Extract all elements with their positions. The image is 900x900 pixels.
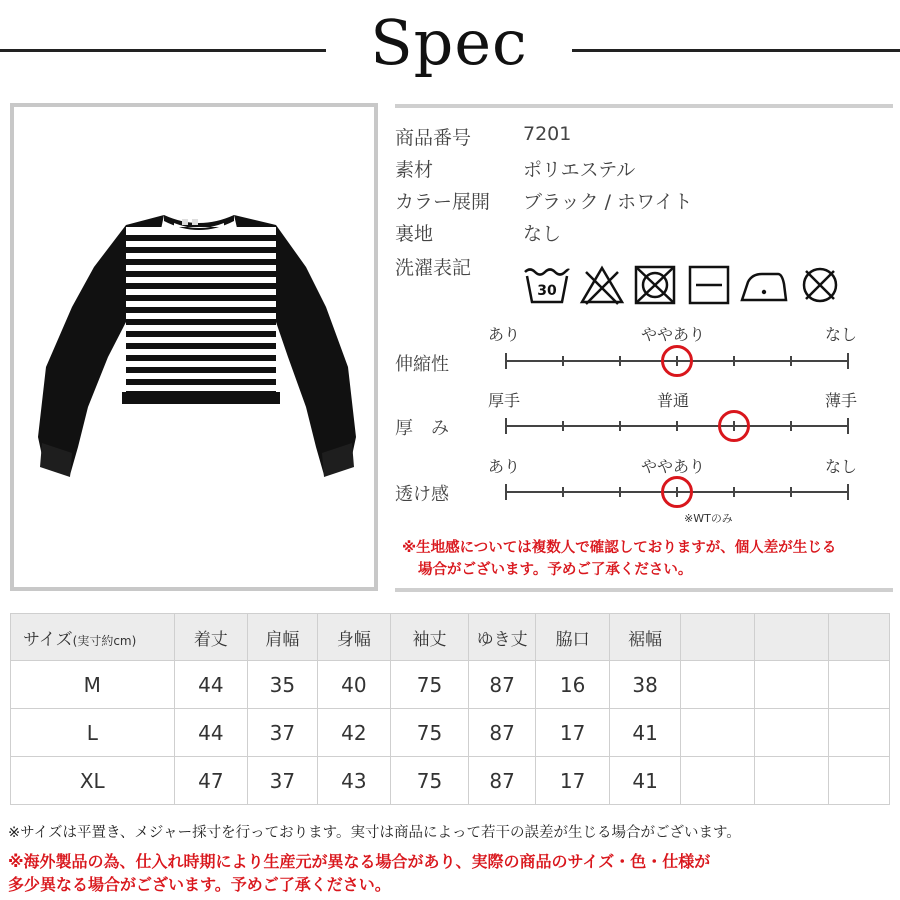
spec-label: カラー展開	[395, 191, 491, 213]
spec-value: 7201	[523, 123, 572, 145]
column-header: 裾幅	[609, 614, 681, 661]
value-cell	[681, 709, 755, 757]
scale-3-left-label: あり	[488, 457, 521, 476]
value-cell	[828, 661, 889, 709]
scale-2-title: 厚 み	[395, 418, 449, 439]
spec-label: 裏地	[395, 223, 434, 245]
scale-transparency	[505, 482, 849, 502]
value-cell: 35	[248, 661, 318, 709]
size-header-main: サイズ	[23, 629, 73, 650]
scale-tick	[790, 421, 792, 431]
scale-tick	[847, 418, 849, 434]
size-header-cell	[11, 614, 175, 661]
value-cell: 41	[609, 709, 681, 757]
size-table-header-row	[11, 614, 890, 661]
shirt-stripe	[124, 307, 280, 313]
column-header: 身幅	[317, 614, 391, 661]
column-header	[681, 614, 755, 661]
scale-tick	[619, 487, 621, 497]
value-cell	[828, 757, 889, 805]
value-cell: 75	[391, 709, 469, 757]
value-cell: 38	[609, 661, 681, 709]
fabric-note-line1: ※生地感については複数人で確認しておりますが、個人差が生じる	[402, 540, 837, 556]
shirt-stripe	[124, 235, 280, 241]
shirt-stripe	[124, 367, 280, 373]
size-cell: L	[11, 709, 175, 757]
scale-tick	[790, 356, 792, 366]
value-cell	[755, 661, 829, 709]
shirt-illustration	[14, 107, 374, 587]
wash-temp-label: 30	[537, 283, 557, 299]
value-cell: 87	[468, 661, 535, 709]
scale-tick	[505, 418, 507, 434]
scale-tick	[790, 487, 792, 497]
fabric-note-line2: 場合がございます。予めご了承ください。	[418, 562, 693, 578]
value-cell: 40	[317, 661, 391, 709]
footnote-overseas-line2: 多少異なる場合がございます。予めご了承ください。	[8, 875, 391, 894]
product-photo	[10, 103, 378, 591]
table-row	[11, 757, 890, 805]
care-icons	[522, 264, 842, 310]
scale-3-right-label: なし	[825, 457, 858, 476]
scale-stretch	[505, 351, 849, 371]
scale-tick	[562, 356, 564, 366]
scale-marker	[661, 345, 693, 377]
value-cell: 16	[536, 661, 610, 709]
spec-label: 洗濯表記	[395, 257, 472, 279]
scale-thickness	[505, 416, 849, 436]
scale-tick	[562, 421, 564, 431]
value-cell	[755, 757, 829, 805]
value-cell: 75	[391, 757, 469, 805]
size-header-sub: (実寸約cm)	[72, 633, 137, 648]
spec-value: ブラック / ホワイト	[523, 191, 693, 213]
no-dry-clean-icon	[798, 264, 842, 306]
value-cell: 47	[174, 757, 248, 805]
value-cell: 87	[468, 757, 535, 805]
shirt-stripe	[124, 343, 280, 349]
value-cell: 41	[609, 757, 681, 805]
scale-3-middle-label: ややあり	[641, 457, 706, 476]
header-rule-right	[572, 49, 900, 52]
shirt-stripe	[124, 247, 280, 253]
wt-only-note: ※WTのみ	[684, 512, 733, 525]
spec-rule-top	[395, 104, 893, 108]
scale-tick	[733, 356, 735, 366]
table-row	[11, 709, 890, 757]
value-cell	[755, 709, 829, 757]
column-header: 脇口	[536, 614, 610, 661]
scale-1-left-label: あり	[488, 325, 521, 344]
scale-tick	[619, 356, 621, 366]
scale-2-right-label: 薄手	[825, 391, 858, 410]
value-cell: 43	[317, 757, 391, 805]
shirt-stripe	[124, 355, 280, 361]
column-header: 着丈	[174, 614, 248, 661]
value-cell	[681, 661, 755, 709]
footnote-measurement: ※サイズは平置き、メジャー採寸を行っております。実寸は商品によって若干の誤差が生じる場合がございます。	[8, 825, 741, 841]
scale-1-title: 伸縮性	[395, 354, 449, 375]
value-cell: 44	[174, 661, 248, 709]
spec-rule-bottom	[395, 588, 893, 592]
shirt-stripe	[124, 331, 280, 337]
no-tumble-dry-icon	[632, 264, 678, 306]
scale-2-left-label: 厚手	[488, 391, 521, 410]
table-row	[11, 661, 890, 709]
header	[0, 0, 900, 90]
line-dry-flat-icon	[686, 264, 732, 306]
value-cell: 44	[174, 709, 248, 757]
value-cell	[681, 757, 755, 805]
shirt-stripe	[124, 379, 280, 385]
scale-marker	[661, 476, 693, 508]
value-cell: 37	[248, 709, 318, 757]
shirt-stripe	[124, 295, 280, 301]
size-cell: M	[11, 661, 175, 709]
scale-tick	[505, 353, 507, 369]
value-cell: 17	[536, 709, 610, 757]
column-header: 袖丈	[391, 614, 469, 661]
shirt-stripe	[124, 283, 280, 289]
value-cell: 37	[248, 757, 318, 805]
scale-2-middle-label: 普通	[657, 391, 690, 410]
shirt-stripe	[124, 259, 280, 265]
scale-tick	[676, 421, 678, 431]
scale-3-title: 透け感	[395, 484, 449, 505]
iron-low-icon	[738, 264, 790, 306]
value-cell: 87	[468, 709, 535, 757]
scale-1-middle-label: ややあり	[641, 325, 706, 344]
scale-tick	[505, 484, 507, 500]
column-header: ゆき丈	[468, 614, 535, 661]
column-header: 肩幅	[248, 614, 318, 661]
size-table	[10, 613, 890, 805]
scale-1-right-label: なし	[825, 325, 858, 344]
scale-tick	[733, 487, 735, 497]
spec-value: ポリエステル	[523, 159, 636, 181]
scale-tick	[562, 487, 564, 497]
spec-label: 商品番号	[395, 127, 472, 149]
value-cell	[828, 709, 889, 757]
spec-value: なし	[523, 223, 562, 245]
value-cell: 42	[317, 709, 391, 757]
value-cell: 75	[391, 661, 469, 709]
header-rule-left	[0, 49, 326, 52]
wash-30-icon	[522, 264, 572, 306]
footnote-overseas-line1: ※海外製品の為、仕入れ時期により生産元が異なる場合があり、実際の商品のサイズ・色・仕様が	[8, 852, 711, 871]
scale-tick	[619, 421, 621, 431]
value-cell: 17	[536, 757, 610, 805]
scale-tick	[847, 484, 849, 500]
spec-label: 素材	[395, 159, 434, 181]
column-header	[755, 614, 829, 661]
shirt-stripe	[124, 319, 280, 325]
column-header	[828, 614, 889, 661]
shirt-stripe	[124, 271, 280, 277]
scale-tick	[847, 353, 849, 369]
page-title: Spec	[370, 6, 528, 79]
scale-marker	[718, 410, 750, 442]
no-bleach-icon	[578, 264, 626, 306]
size-cell: XL	[11, 757, 175, 805]
